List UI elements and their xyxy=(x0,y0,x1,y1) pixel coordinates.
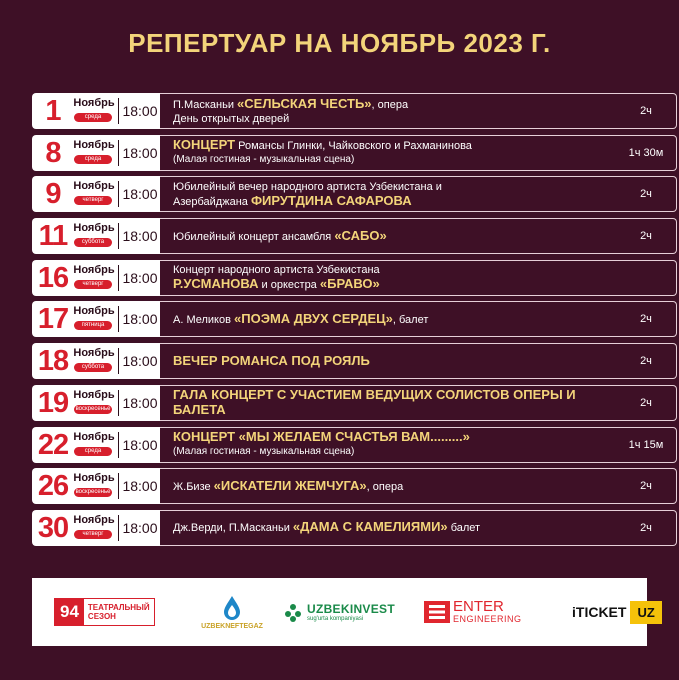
event-text-part: «ДАМА С КАМЕЛИЯМИ» xyxy=(292,519,448,535)
month-label: Ноябрь xyxy=(73,305,115,318)
date-divider xyxy=(118,181,119,207)
event-row xyxy=(32,260,678,296)
day-number: 18 xyxy=(37,345,69,378)
event-line-1 xyxy=(173,138,603,153)
date-box xyxy=(32,301,160,337)
uzbekneftegaz-label: UZBEKNEFTEGAZ xyxy=(201,622,263,630)
event-row xyxy=(32,218,678,254)
event-line-2: (Малая гостиная - музыкальная сцена) xyxy=(173,446,355,457)
event-text-part: КОНЦЕРТ «МЫ ЖЕЛАЕМ СЧАСТЬЯ ВАМ.........» xyxy=(173,429,470,444)
weekday-badge: суббота xyxy=(74,363,112,372)
day-number: 26 xyxy=(37,470,69,503)
date-divider xyxy=(118,515,119,541)
iticket-label: iTICKET xyxy=(572,604,627,620)
iticket-uz-label: UZ xyxy=(630,601,661,624)
enter-label: ENTER xyxy=(453,598,504,615)
weekday-badge: пятница xyxy=(74,321,112,330)
date-divider xyxy=(118,140,119,166)
month-label: Ноябрь xyxy=(73,388,115,401)
event-time: 18:00 xyxy=(122,186,158,203)
day-number: 11 xyxy=(38,220,68,253)
date-box xyxy=(32,135,160,171)
date-divider xyxy=(118,432,119,458)
event-duration: 1ч 15м xyxy=(628,438,664,451)
month-label: Ноябрь xyxy=(73,513,115,526)
date-divider xyxy=(118,390,119,416)
event-text-part: Юбилейный концерт ансамбля xyxy=(173,230,335,243)
event-row xyxy=(32,427,678,463)
event-details xyxy=(160,301,677,337)
weekday-badge: среда xyxy=(74,113,112,122)
event-line-1 xyxy=(173,229,603,244)
event-time: 18:00 xyxy=(122,478,158,495)
event-line-1 xyxy=(173,97,603,112)
date-box xyxy=(32,343,160,379)
month-label: Ноябрь xyxy=(73,180,115,193)
enter-engineering-logo xyxy=(424,578,522,646)
event-duration: 2ч xyxy=(640,480,652,493)
event-time: 18:00 xyxy=(122,269,158,286)
event-row xyxy=(32,135,678,171)
event-details xyxy=(160,135,677,171)
event-details xyxy=(160,93,677,129)
season-text-2: СЕЗОН xyxy=(87,612,116,621)
event-time: 18:00 xyxy=(122,436,158,453)
event-details xyxy=(160,510,677,546)
event-line-1 xyxy=(173,263,603,277)
weekday-badge: четверг xyxy=(74,530,112,539)
weekday-badge: четверг xyxy=(74,196,112,205)
event-text-part: , опера xyxy=(366,480,404,493)
event-line-1 xyxy=(173,354,603,369)
season-number: 94 xyxy=(55,599,84,625)
date-box xyxy=(32,427,160,463)
event-line-2 xyxy=(173,194,603,209)
uzbekinvest-label: UZBEKINVEST xyxy=(307,602,395,616)
uzbekinvest-sub: sug'urta kompaniyasi xyxy=(307,616,364,622)
event-row xyxy=(32,343,678,379)
weekday-badge: среда xyxy=(74,447,112,456)
event-duration xyxy=(616,261,676,295)
event-text-part: ВЕЧЕР РОМАНСА ПОД РОЯЛЬ xyxy=(173,352,370,368)
event-details xyxy=(160,385,677,421)
season-text-1: ТЕАТРАЛЬНЫЙ xyxy=(87,603,150,612)
event-line-1 xyxy=(173,479,603,494)
event-text-part: КОНЦЕРТ xyxy=(173,137,236,153)
event-details xyxy=(160,218,677,254)
date-divider xyxy=(118,348,119,374)
event-time: 18:00 xyxy=(122,103,158,119)
enter-icon xyxy=(424,601,450,623)
event-text-part: «САБО» xyxy=(334,227,387,243)
event-text-part: Концерт народного артиста Узбекистана xyxy=(173,264,380,277)
weekday-badge: среда xyxy=(74,155,112,164)
event-text-part: «ПОЭМА ДВУХ СЕРДЕЦ» xyxy=(234,310,393,326)
uzbekinvest-logo xyxy=(282,578,395,646)
event-text-part: «БРАВО» xyxy=(319,276,380,292)
sponsor-strip xyxy=(32,578,655,646)
event-details xyxy=(160,427,677,463)
date-box xyxy=(32,468,160,504)
date-box xyxy=(32,176,160,212)
day-number: 16 xyxy=(37,261,69,294)
event-row xyxy=(32,385,678,421)
event-time: 18:00 xyxy=(122,394,158,411)
event-line-1 xyxy=(173,388,603,418)
event-details xyxy=(160,260,677,296)
flame-drop-icon xyxy=(223,595,241,621)
page-title: РЕПЕРТУАР НА НОЯБРЬ 2023 Г. xyxy=(128,28,551,58)
weekday-badge: воскресенье xyxy=(75,489,111,496)
event-line-1 xyxy=(173,312,603,327)
event-text-part: ФИРУТДИНА САФАРОВА xyxy=(250,192,412,208)
date-divider xyxy=(118,306,119,332)
date-box xyxy=(32,510,160,546)
event-row xyxy=(32,510,678,546)
event-row xyxy=(32,468,678,504)
event-duration: 2ч xyxy=(640,230,652,243)
event-duration: 2ч xyxy=(640,188,652,201)
event-text-part: П.Масканьи xyxy=(173,98,238,111)
event-text-part: , опера xyxy=(371,98,409,111)
event-line-1 xyxy=(173,180,603,194)
event-text-part: ГАЛА КОНЦЕРТ С УЧАСТИЕМ ВЕДУЩИХ СОЛИСТОВ ОПЕРЫ И БАЛЕТА xyxy=(173,386,576,417)
event-text-part: , балет xyxy=(392,313,429,326)
event-details xyxy=(160,468,677,504)
event-details xyxy=(160,343,677,379)
month-label: Ноябрь xyxy=(73,263,115,276)
event-duration: 2ч xyxy=(640,355,652,368)
uzbekinvest-icon xyxy=(282,601,304,623)
date-divider xyxy=(118,98,119,124)
date-divider xyxy=(118,265,119,291)
event-time: 18:00 xyxy=(122,228,158,245)
event-time: 18:00 xyxy=(122,311,158,328)
month-label: Ноябрь xyxy=(73,222,115,235)
date-box xyxy=(32,218,160,254)
event-text-part: «СЕЛЬСКАЯ ЧЕСТЬ» xyxy=(237,95,372,111)
event-time: 18:00 xyxy=(122,353,158,370)
day-number: 19 xyxy=(37,386,69,419)
date-box xyxy=(32,93,160,129)
month-label: Ноябрь xyxy=(73,472,115,485)
event-text-part: балет xyxy=(447,522,481,535)
event-row xyxy=(32,93,678,129)
day-number: 8 xyxy=(45,136,61,169)
date-box xyxy=(32,385,160,421)
event-line-2: День открытых дверей xyxy=(173,112,290,125)
day-number: 22 xyxy=(37,428,69,461)
event-details xyxy=(160,176,677,212)
event-text-part: «ИСКАТЕЛИ ЖЕМЧУГА» xyxy=(213,477,367,493)
event-duration: 2ч xyxy=(640,396,652,409)
weekday-badge: воскресенье xyxy=(75,405,111,412)
month-label: Ноябрь xyxy=(73,97,115,109)
date-divider xyxy=(118,223,119,249)
date-box xyxy=(32,260,160,296)
repertoire-list xyxy=(32,93,678,552)
day-number: 17 xyxy=(37,303,69,336)
iticket-logo xyxy=(572,578,662,646)
day-number: 9 xyxy=(45,178,61,211)
month-label: Ноябрь xyxy=(73,138,115,151)
event-line-2: (Малая гостиная - музыкальная сцена) xyxy=(173,154,355,166)
day-number: 1 xyxy=(45,95,61,127)
event-line-1 xyxy=(173,430,603,445)
event-text-part: Юбилейный вечер народного артиста Узбекистана и xyxy=(173,180,442,193)
event-text-part: Р.УСМАНОВА xyxy=(173,276,259,292)
event-text-part: и оркестра xyxy=(258,279,320,292)
event-time: 18:00 xyxy=(122,144,158,161)
date-divider xyxy=(118,473,119,499)
event-text-part: Ж.Бизе xyxy=(173,480,214,493)
event-duration: 2ч xyxy=(640,521,652,534)
season-badge xyxy=(54,578,155,646)
event-duration: 1ч 30м xyxy=(628,146,664,159)
event-time: 18:00 xyxy=(122,519,158,536)
event-duration: 2ч xyxy=(640,105,652,117)
event-row xyxy=(32,176,678,212)
engineering-label: ENGINEERING xyxy=(453,614,522,624)
event-line-1 xyxy=(173,520,603,535)
event-text-part: Азербайджана xyxy=(173,195,251,208)
uzbekneftegaz-logo xyxy=(202,578,262,646)
month-label: Ноябрь xyxy=(73,430,115,443)
event-line-2 xyxy=(173,277,603,292)
event-text-part: Романсы Глинки, Чайковского и Рахманинова xyxy=(235,140,472,153)
weekday-badge: четверг xyxy=(74,280,112,289)
event-text-part: Дж.Верди, П.Масканьи xyxy=(173,522,293,535)
month-label: Ноябрь xyxy=(73,347,115,360)
weekday-badge: суббота xyxy=(74,238,112,247)
event-text-part: А. Меликов xyxy=(173,313,235,326)
event-duration: 2ч xyxy=(640,313,652,326)
event-row xyxy=(32,301,678,337)
day-number: 30 xyxy=(37,511,69,544)
